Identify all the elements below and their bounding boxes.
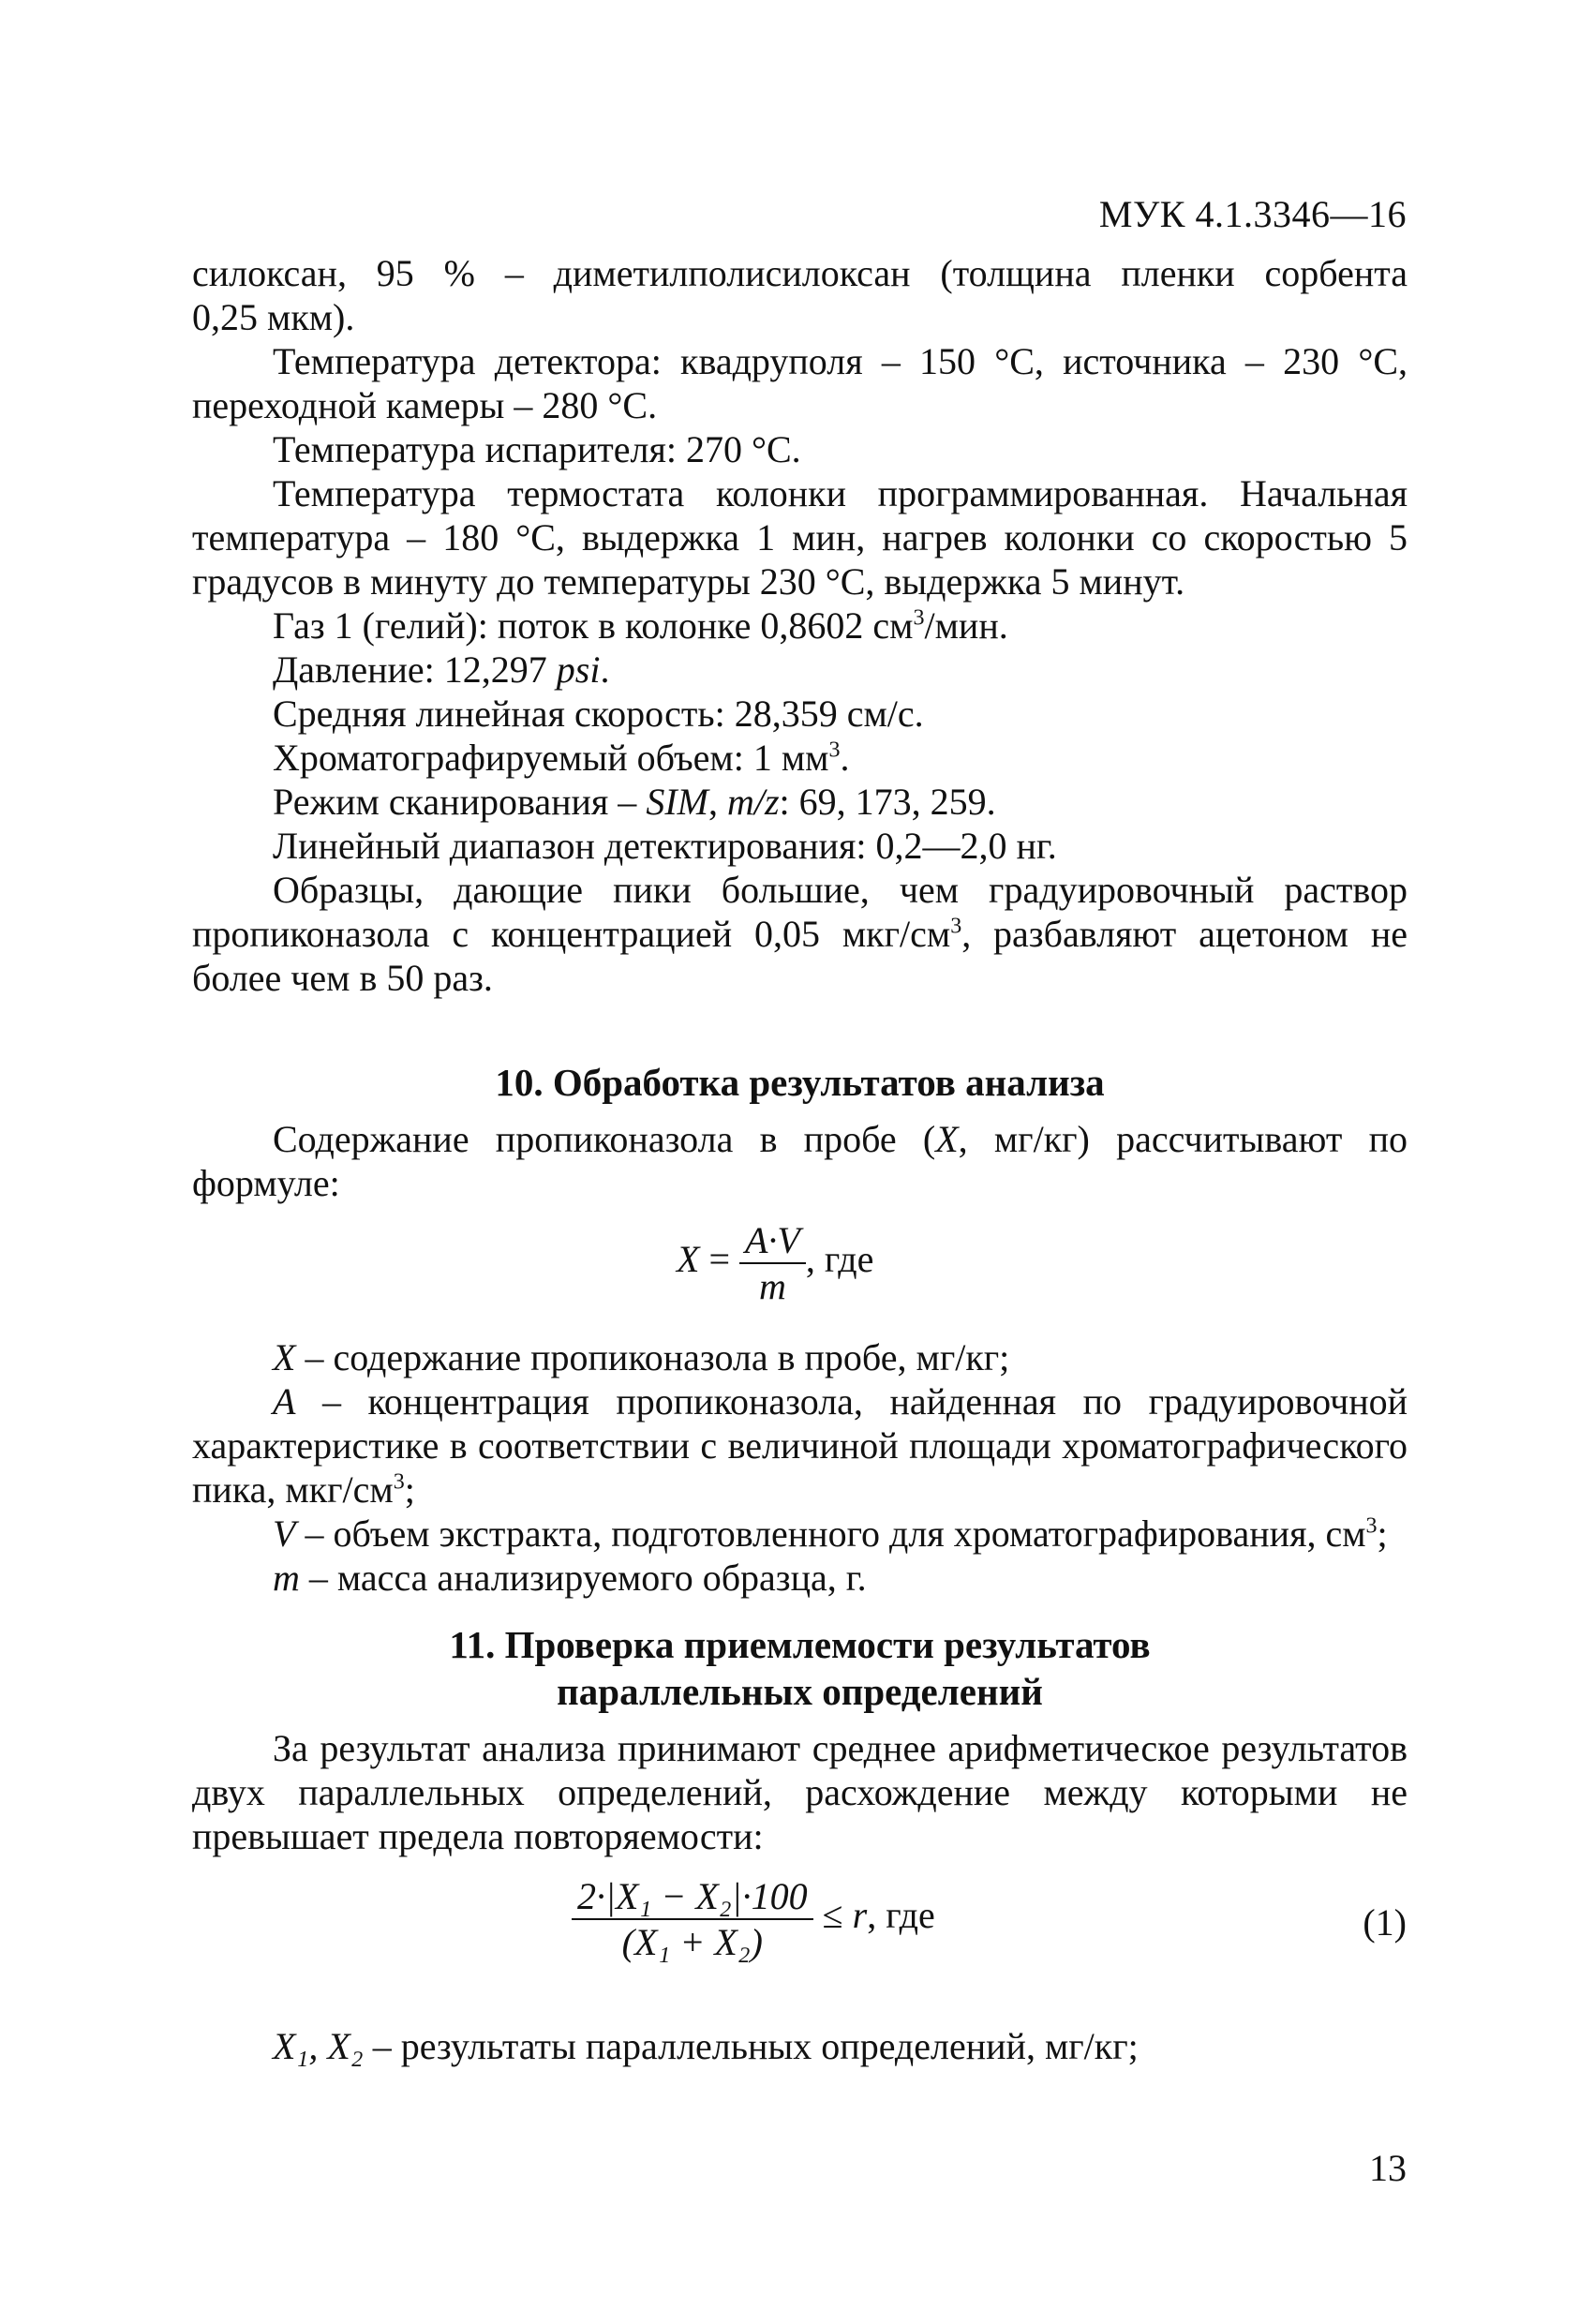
section-10-title: 10. Обработка результатов анализа <box>495 1061 1105 1104</box>
paragraph-linear-range: Линейный диапазон детектирования: 0,2—2,0 нг. <box>273 825 1057 867</box>
section-11 <box>192 1621 1408 1858</box>
paragraph-column-line-1: силоксан, 95 % – диметилполисилоксан (толщина пленки сорбента <box>192 252 1408 294</box>
document-code-header: МУК 4.1.3346—16 <box>1098 193 1407 235</box>
formula-number: (1) <box>1363 1901 1407 1944</box>
section-10 <box>192 1059 1408 1205</box>
chromatography-conditions <box>192 251 1408 1000</box>
formula-x-fraction: $\frac{A\cdot V}{m}$ <box>739 1218 806 1308</box>
definition-x1-x2: X₁, X₂ – результаты параллельных определений, мг/кг; <box>273 2025 1139 2067</box>
page-number: 13 <box>1369 2147 1407 2189</box>
paragraph-detector-temperature: Температура детектора: квадруполя – 150 °C, источника – 230 °C, переходной камеры – 280 °C. <box>192 340 1408 426</box>
definition-x: X – содержание пропиконазола в пробе, мг/кг; <box>273 1336 1010 1378</box>
paragraph-injection-volume: Хроматографируемый объем: 1 $мм^3$. <box>273 737 850 779</box>
paragraph-evaporator-temperature: Температура испарителя: 270 °C. <box>273 428 801 470</box>
formula-repeatability-fraction: $\frac{\text{2·|X₁ − X₂|·100}}{\text{(X₁ + X₂)}}$ <box>572 1874 813 1964</box>
definition-v: V – объем экстракта, подготовленного для хроматографирования, $см^3$; <box>273 1512 1388 1555</box>
formula-x: X = $\frac{A\cdot V}{m}$ , где <box>677 1219 874 1307</box>
formula-x-lhs: X <box>677 1238 700 1281</box>
formula-repeatability: $\frac{\text{2·|X₁ − X₂|·100}}{\text{(X₁ + X₂)}}$ ≤ r, где <box>572 1874 935 1964</box>
paragraph-dilution: Образцы, дающие пики большие, чем градуировочный раствор пропиконазола с концентрацией 0,05 мкг/$см^3$, разбавляют ацетоном не более чем в 50 раз. <box>192 869 1408 999</box>
section-11-title-line-2: параллельных определений <box>557 1670 1043 1713</box>
section-11-title-line-1: 11. Проверка приемлемости результатов <box>449 1623 1151 1666</box>
section-10-definitions <box>192 1335 1408 1600</box>
paragraph-linear-speed: Средняя линейная скорость: 28,359 см/с. <box>273 693 924 735</box>
definition-a: A – концентрация пропиконазола, найденная по градуировочной характеристике в соответствии с величиной площади хроматографического пика, мкг/$см^3$; <box>192 1380 1408 1511</box>
definition-m: m – масса анализируемого образца, г. <box>273 1557 867 1599</box>
section-11-definitions <box>192 2024 1408 2068</box>
paragraph-pressure: Давление: 12,297 psi. <box>273 648 610 691</box>
paragraph-column-line-2: 0,25 мкм). <box>192 296 355 338</box>
section-10-intro: Содержание пропиконазола в пробе (X, мг/кг) рассчитывают по формуле: <box>192 1118 1408 1204</box>
paragraph-thermostat-program: Температура термостата колонки программированная. Начальная температура – 180 °C, выдержка 1 мин, нагрев колонки со скоростью 5 градусов в минуту до температуры 230 °C, выдержка 5 минут. <box>192 472 1408 603</box>
section-11-intro: За результат анализа принимают среднее арифметическое результатов двух параллельных определений, расхождение между которыми не превышает предела повторяемости: <box>192 1727 1408 1857</box>
paragraph-scan-mode: Режим сканирования – SIM, m/z: 69, 173, 259. <box>273 781 996 823</box>
paragraph-gas-flow: Газ 1 (гелий): поток в колонке 0,8602 $см^3$/мин. <box>273 604 1008 647</box>
